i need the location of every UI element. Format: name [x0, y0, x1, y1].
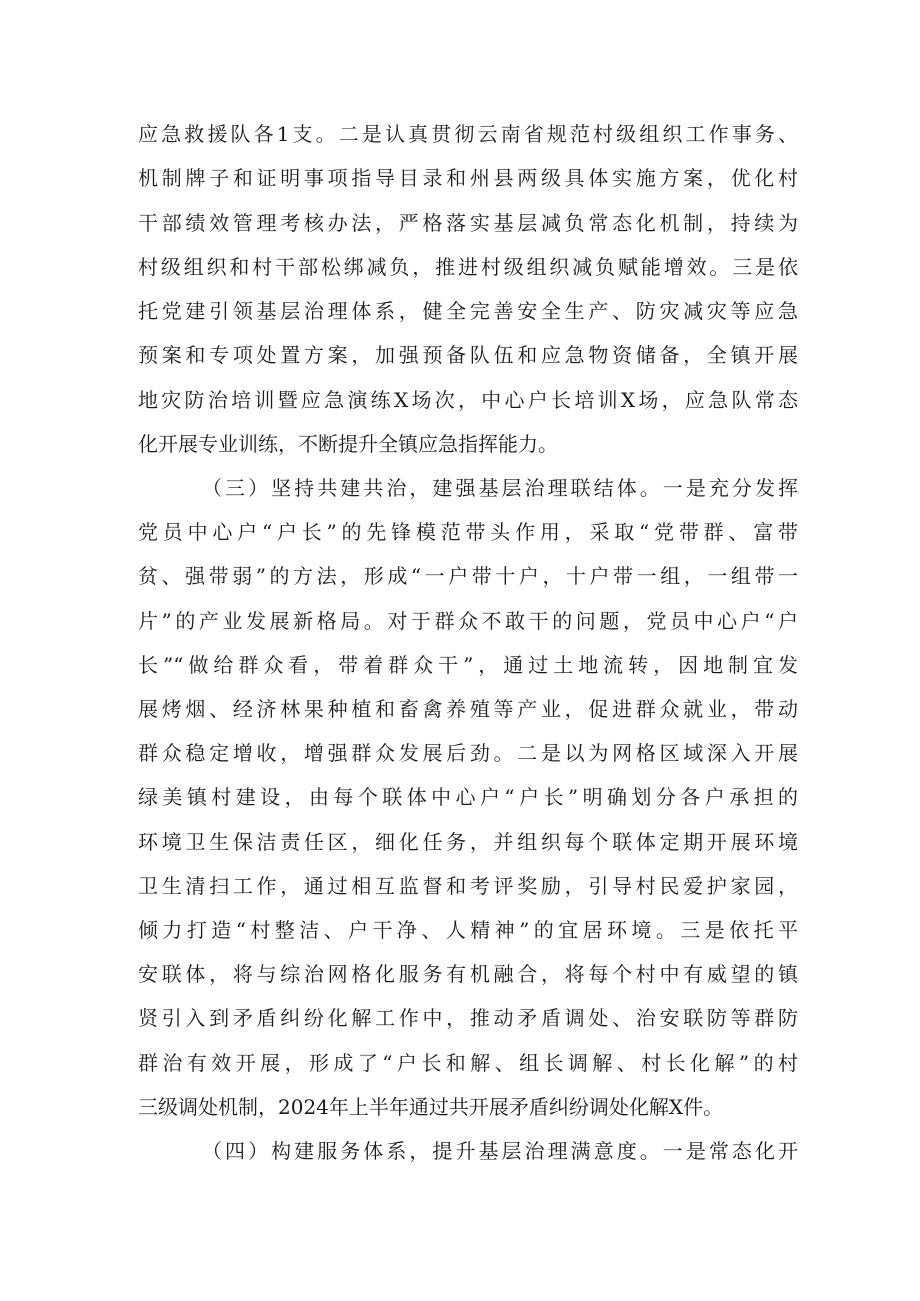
section-heading-line: （三）坚持共建共治，建强基层治理联结体。一是充分发挥: [202, 476, 798, 500]
body-text-line: 展烤烟、经济林果种植和畜禽养殖等产业，促进群众就业，带动: [138, 697, 798, 721]
section-heading-line: （四）构建服务体系，提升基层治理满意度。一是常态化开: [202, 1139, 798, 1163]
body-text-line: 安联体，将与综治网格化服务有机融合，将每个村中有威望的镇: [138, 962, 798, 986]
body-text-line: 化开展专业训练，不断提升全镇应急指挥能力。: [138, 432, 558, 456]
body-text-line: 机制牌子和证明事项指导目录和州县两级具体实施方案，优化村: [138, 166, 798, 190]
body-text-line: 倾力打造“村整洁、户干净、人精神”的宜居环境。三是依托平: [138, 918, 798, 942]
body-text-line: 应急救援队各1支。二是认真贯彻云南省规范村级组织工作事务、: [138, 122, 798, 146]
body-text-line: 长”“做给群众看，带着群众干”，通过土地流转，因地制宜发: [138, 653, 798, 677]
body-text-line: 托党建引领基层治理体系，健全完善安全生产、防灾减灾等应急: [138, 299, 798, 323]
body-text-line: 群众稳定增收，增强群众发展后劲。二是以为网格区域深入开展: [138, 741, 798, 765]
body-text-line: 贫、强带弱”的方法，形成“一户带十户，十户带一组，一组带一: [138, 564, 798, 588]
body-text-line: 群治有效开展，形成了“户长和解、组长调解、村长化解”的村: [138, 1051, 798, 1075]
body-text-line: 片”的产业发展新格局。对于群众不敢干的问题，党员中心户“户: [138, 609, 798, 633]
body-text-line: 预案和专项处置方案，加强预备队伍和应急物资储备，全镇开展: [138, 343, 798, 367]
body-text-line: 卫生清扫工作，通过相互监督和考评奖励，引导村民爱护家园，: [138, 874, 798, 898]
body-text-line: 干部绩效管理考核办法，严格落实基层减负常态化机制，持续为: [138, 211, 798, 235]
body-text-line: 党员中心户“户长”的先锋模范带头作用，采取“党带群、富带: [138, 520, 798, 544]
body-text-line: 村级组织和村干部松绑减负，推进村级组织减负赋能增效。三是依: [138, 255, 798, 279]
body-text-line: 三级调处机制，2024年上半年通过共开展矛盾纠纷调处化解X件。: [138, 1095, 724, 1119]
body-text-line: 地灾防治培训暨应急演练X场次，中心户长培训X场，应急队常态: [138, 388, 798, 412]
body-text-line: 绿美镇村建设，由每个联体中心户“户长”明确划分各户承担的: [138, 785, 798, 809]
body-text-line: 环境卫生保洁责任区，细化任务，并组织每个联体定期开展环境: [138, 830, 798, 854]
body-text-line: 贤引入到矛盾纠纷化解工作中，推动矛盾调处、治安联防等群防: [138, 1006, 798, 1030]
